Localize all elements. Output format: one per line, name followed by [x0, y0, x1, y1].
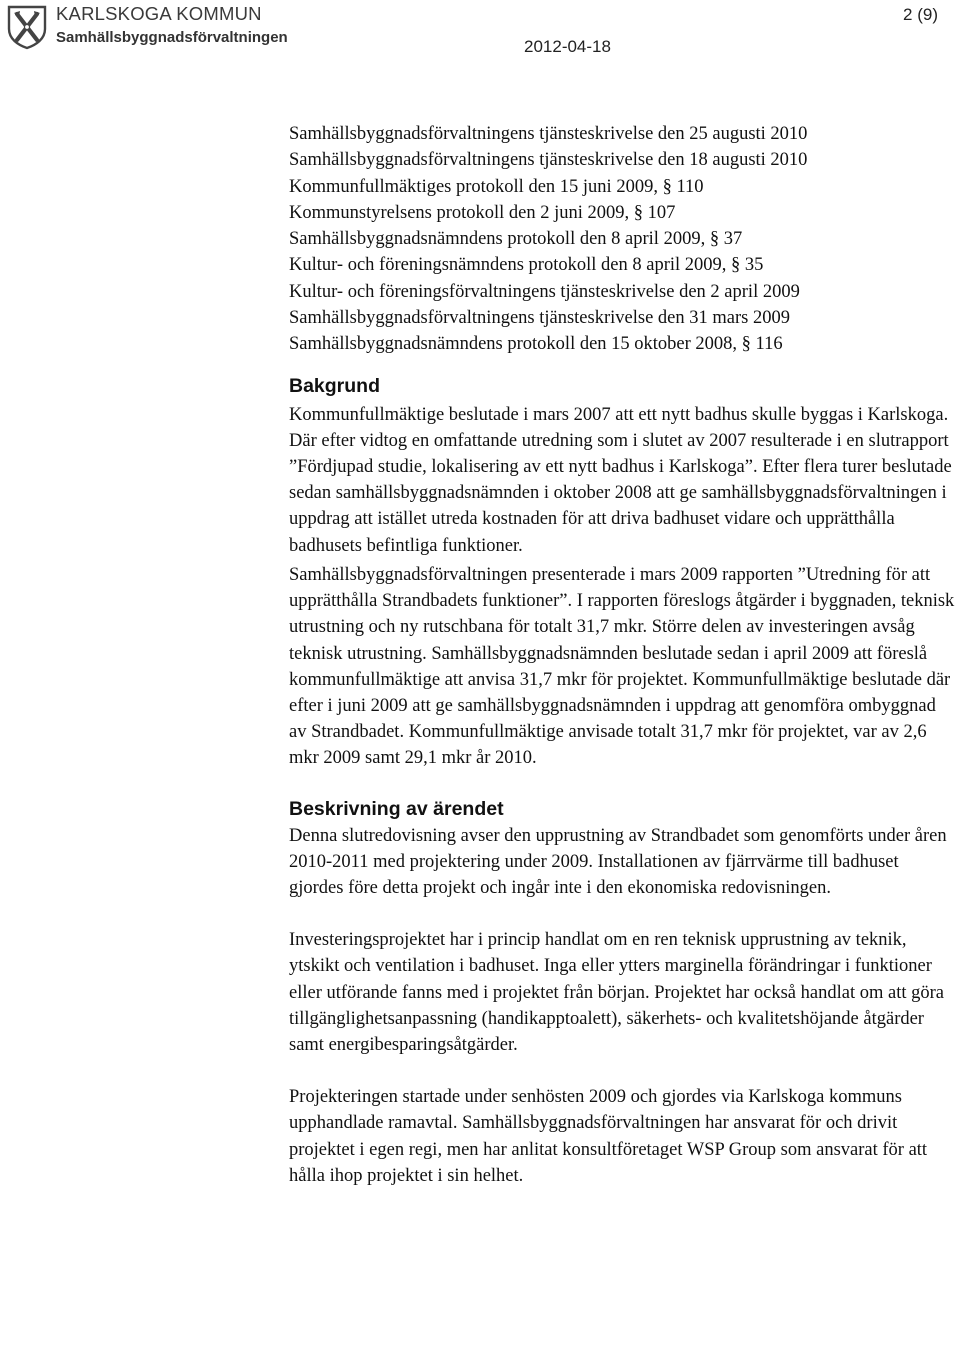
- document-body: [289, 121, 957, 1189]
- paragraph: Denna slutredovisning avser den upprustning av Strandbadet som genomförts under åren 2010-2011 med projektering under 2009. Installationen av fjärrvärme till badhuset gjordes före detta projekt och ingår inte i den ekonomiska redovisningen.: [289, 825, 947, 898]
- reference-list: [289, 121, 957, 358]
- document-date: 2012-04-18: [524, 37, 611, 56]
- reference-item: Kultur- och föreningsförvaltningens tjänsteskrivelse den 2 april 2009: [289, 281, 800, 302]
- department-name: Samhällsbyggnadsförvaltningen: [56, 29, 288, 46]
- paragraph: Kommunfullmäktige beslutade i mars 2007 att ett nytt badhus skulle byggas i Karlskoga. Där efter vidtog en omfattande utredning som i slutet av 2007 resulterade i en slutrapport ”Fördjupad studie, lokalisering av ett nytt badhus i Karlskoga”. Efter flera turer beslutade sedan samhällsbyggnadsnämnden i oktober 2008 att ge samhällsbyggnadsförvaltningen i uppdrag att istället utreda kostnaden för att driva badhuset vidare och upprätthålla badhusets befintliga funktioner.: [289, 404, 952, 556]
- reference-item: Samhällsbyggnadsnämndens protokoll den 15 oktober 2008, § 116: [289, 334, 783, 355]
- section-heading: Beskrivning av ärendet: [289, 797, 504, 820]
- reference-item: Samhällsbyggnadsförvaltningens tjänsteskrivelse den 25 augusti 2010: [289, 124, 808, 144]
- reference-item: Kultur- och föreningsnämndens protokoll den 8 april 2009, § 35: [289, 255, 764, 276]
- paragraph: Investeringsprojektet har i princip handlat om en ren teknisk upprustning av teknik, ytskikt och ventilation i badhuset. Inga eller ytters marginella förändringar i funktioner eller utförande fanns med i projektet från början. Projektet har också handlat om att göra tillgänglighetsanpassning (handikapptoalett), säkerhets- och kvalitetshöjande åtgärder samt energibesparingsåtgärder.: [289, 930, 944, 1055]
- organization-name: KARLSKOGA KOMMUN: [56, 3, 262, 24]
- reference-item: Kommunfullmäktiges protokoll den 15 juni 2009, § 110: [289, 176, 704, 197]
- paragraph: Projekteringen startade under senhösten 2009 och gjordes via Karlskoga kommuns upphandlade ramavtal. Samhällsbyggnadsförvaltningen har ansvarat för och drivit projektet i egen regi, men har anlitat konsultföretaget WSP Group som ansvarat för att hålla ihop projektet i sin helhet.: [289, 1087, 928, 1186]
- section-beskrivning: [289, 796, 957, 1189]
- section-bakgrund: [289, 373, 957, 772]
- karlskoga-crest-logo: [4, 4, 50, 50]
- reference-item: Samhällsbyggnadsförvaltningens tjänsteskrivelse den 18 augusti 2010: [289, 150, 808, 171]
- reference-item: Kommunstyrelsens protokoll den 2 juni 2009, § 107: [289, 202, 676, 223]
- page-number: 2 (9): [903, 5, 938, 24]
- reference-item: Samhällsbyggnadsförvaltningens tjänsteskrivelse den 31 mars 2009: [289, 308, 790, 329]
- section-heading: Bakgrund: [289, 374, 381, 397]
- reference-item: Samhällsbyggnadsnämndens protokoll den 8 april 2009, § 37: [289, 229, 743, 250]
- paragraph: Samhällsbyggnadsförvaltningen presenterade i mars 2009 rapporten ”Utredning för att upprätthålla Strandbadets funktioner”. I rapporten föreslogs åtgärder i byggnaden, teknisk utrustning och ny rutschbana för totalt 31,7 mkr. Större delen av investeringen avsåg teknisk utrustning. Samhällsbyggnadsnämnden beslutade sedan i april 2009 att föreslå kommunfullmäktige att anvisa 31,7 mkr för projektet. Kommunfullmäktige beslutade där efter i juni 2009 att ge samhällsbyggnadsnämnden i uppdrag att genomföra ombyggnad av Strandbadet. Kommunfullmäktige anvisade totalt 31,7 mkr för projektet, var av 2,6 mkr 2009 samt 29,1 mkr år 2010.: [289, 564, 955, 769]
- document-header: [0, 0, 960, 60]
